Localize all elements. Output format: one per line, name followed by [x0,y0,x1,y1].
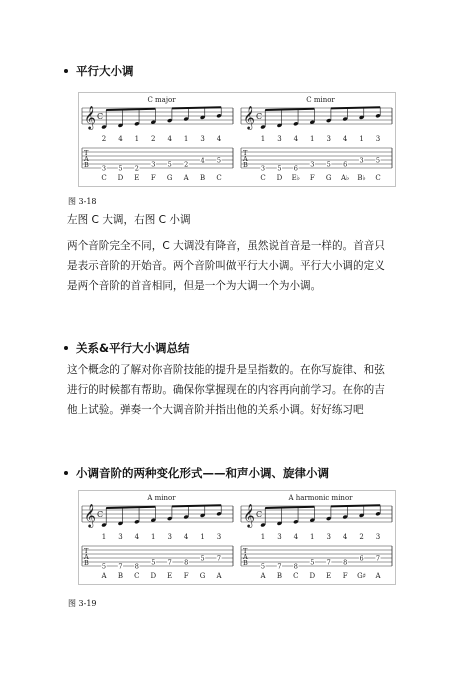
fingering-number: 1 [260,135,266,143]
figure-border [79,93,396,187]
fingering-number: 3 [326,135,331,143]
fingering-number: 3 [277,533,282,541]
tab-fret-number: 3 [310,160,315,169]
paragraph-summary [67,360,412,420]
score-panel [82,96,233,182]
note-name: G [199,572,206,580]
note-name: D [150,572,157,580]
tab-fret-number: 6 [359,554,364,563]
treble-clef-icon: 𝄞 [243,105,255,129]
tab-fret-number: 7 [167,558,172,567]
note-name: B♭ [357,174,366,182]
fingering-number: 2 [359,533,364,541]
note-beam [265,507,314,508]
note-beam [172,107,221,108]
tab-letter: T [243,547,248,555]
fingering-number: 1 [359,135,364,143]
note-name: C [293,572,299,580]
tab-fret-number: 4 [200,156,205,165]
figure-caption: 左图 C 大调，右图 C 小调 [67,214,191,226]
tab-fret-number: 8 [293,562,298,571]
tab-fret-number: 7 [118,562,123,571]
tab-fret-number: 5 [277,164,282,173]
fingering-number: 2 [151,135,156,143]
note-name: C [216,174,222,182]
notation-figure-a-scales [78,490,396,585]
note-name: B [117,572,124,580]
paragraph-parallel-keys [67,236,412,296]
fingering-number: 4 [342,533,348,541]
tab-fret-number: 5 [375,156,381,165]
tab-fret-number: 5 [326,160,331,169]
fingering-number: 4 [167,135,172,143]
time-signature: C [97,112,104,121]
score-title: A harmonic minor [288,494,353,502]
text-line: 两个音阶完全不同，C 大调没有降音，虽然说首音是一样的。首音只 [67,240,385,252]
fingering-number: 1 [134,135,140,143]
note-name: G [325,174,332,182]
score-title: C major [147,96,176,104]
treble-clef-icon: 𝄞 [84,105,96,129]
tab-fret-number: 5 [260,562,266,571]
fingering-number: 4 [293,533,299,541]
figure-label: 图 3-19 [68,599,97,608]
tab-fret-number: 7 [375,554,381,563]
note-name: D [276,174,283,182]
tab-fret-number: 3 [260,164,266,173]
tab-fret-number: 7 [216,554,222,563]
text-line: 他上试验。弹奏一个大调音阶并指出他的关系小调。好好练习吧 [67,404,364,416]
section-heading-parallel-keys: 平行大小调 [64,63,134,79]
note-name: A [183,174,189,182]
fingering-number: 4 [342,135,348,143]
fingering-number: 3 [326,533,331,541]
tab-letter: B [84,161,89,169]
note-name: F [309,174,315,182]
score-title: A minor [147,494,176,502]
note-beam [172,505,221,506]
note-name: G♯ [357,572,367,580]
tab-letter: T [84,149,89,157]
tab-fret-number: 5 [200,554,205,563]
tab-fret-number: 3 [101,164,107,173]
tab-fret-number: 6 [293,164,298,173]
fingering-number: 4 [183,533,189,541]
text-line: 是表示音阶的开始音。两个音阶叫做平行大小调。平行大小调的定义 [67,260,385,272]
figure-3-19 [78,490,396,585]
tab-fret-number: 6 [343,160,348,169]
note-name: D [309,572,316,580]
note-name: B [199,174,206,182]
fingering-number: 3 [167,533,172,541]
tab-fret-number: 3 [359,156,364,165]
note-beam [331,107,380,108]
text-line: 这个概念的了解对你音阶技能的提升是呈指数的。在你写旋律、和弦 [67,364,385,376]
fingering-number: 1 [200,533,205,541]
note-name: D [117,174,124,182]
fingering-number: 2 [101,135,107,143]
tab-letter: A [243,553,248,561]
tab-fret-number: 7 [326,558,331,567]
note-name: C [375,174,381,182]
tab-letter: B [243,161,248,169]
score-panel [241,96,392,182]
note-name: A [216,572,222,580]
tab-fret-number: 2 [134,164,139,173]
figure-label: 图 3-18 [68,197,97,206]
score-panel [82,494,233,580]
time-signature: C [256,112,263,121]
fingering-number: 4 [134,533,140,541]
text-line: 是两个音阶的首音相同，但是一个为大调一个为小调。 [67,280,322,292]
section-heading-summary: 关系&平行大小调总结 [64,340,190,356]
note-beam [106,109,155,110]
tab-fret-number: 5 [151,558,156,567]
score-panel [241,494,392,580]
fingering-number: 1 [101,533,107,541]
fingering-number: 1 [151,533,156,541]
fingering-number: 3 [277,135,282,143]
tab-fret-number: 5 [101,562,107,571]
bullet-icon [64,346,68,350]
bullet-icon [64,471,68,475]
note-name: B [276,572,283,580]
note-name: A [375,572,381,580]
fingering-number: 4 [118,135,123,143]
note-name: C [134,572,140,580]
tab-fret-number: 8 [184,558,189,567]
fingering-number: 3 [118,533,123,541]
tab-fret-number: 5 [216,156,222,165]
tab-fret-number: 8 [134,562,139,571]
score-title: C minor [306,96,335,104]
tab-letter: T [84,547,89,555]
tab-letter: B [243,559,248,567]
text-line: 进行的时候都有帮助。确保你掌握现在的内容再向前学习。在你的吉 [67,384,385,396]
fingering-number: 1 [260,533,266,541]
note-beam [106,507,155,508]
note-name: A [101,572,107,580]
note-name: G [166,174,173,182]
figure-3-18 [78,92,396,187]
note-name: E♭ [291,174,301,182]
fingering-number: 3 [375,533,381,541]
treble-clef-icon: 𝄞 [243,503,255,527]
note-name: F [342,572,348,580]
tab-fret-number: 3 [151,160,156,169]
note-beam [331,505,380,506]
note-name: E [167,572,173,580]
tab-fret-number: 5 [118,164,123,173]
fingering-number: 1 [310,135,315,143]
figure-border [79,491,396,585]
tab-letter: A [243,155,248,163]
note-name: C [101,174,107,182]
note-name: F [150,174,156,182]
fingering-number: 1 [310,533,315,541]
bullet-icon [64,69,68,73]
note-name: E [326,572,332,580]
note-name: A [260,572,266,580]
note-name: A♭ [340,174,350,182]
tab-fret-number: 7 [277,562,282,571]
notation-figure-c-scales [78,92,396,187]
note-name: E [134,174,140,182]
fingering-number: 4 [293,135,299,143]
tab-letter: T [243,149,248,157]
treble-clef-icon: 𝄞 [84,503,96,527]
tab-fret-number: 2 [184,160,189,169]
tab-fret-number: 5 [310,558,315,567]
tab-fret-number: 8 [343,558,348,567]
tab-fret-number: 5 [167,160,172,169]
tab-letter: A [84,155,89,163]
fingering-number: 4 [216,135,222,143]
tab-letter: A [84,553,89,561]
note-name: F [183,572,189,580]
note-beam [265,109,314,110]
tab-letter: B [84,559,89,567]
time-signature: C [256,510,263,519]
fingering-number: 3 [200,135,205,143]
note-name: C [260,174,266,182]
fingering-number: 1 [183,135,189,143]
fingering-number: 3 [216,533,222,541]
section-heading-minor-variants: 小调音阶的两种变化形式——和声小调、旋律小调 [64,465,329,481]
fingering-number: 3 [375,135,381,143]
time-signature: C [97,510,104,519]
